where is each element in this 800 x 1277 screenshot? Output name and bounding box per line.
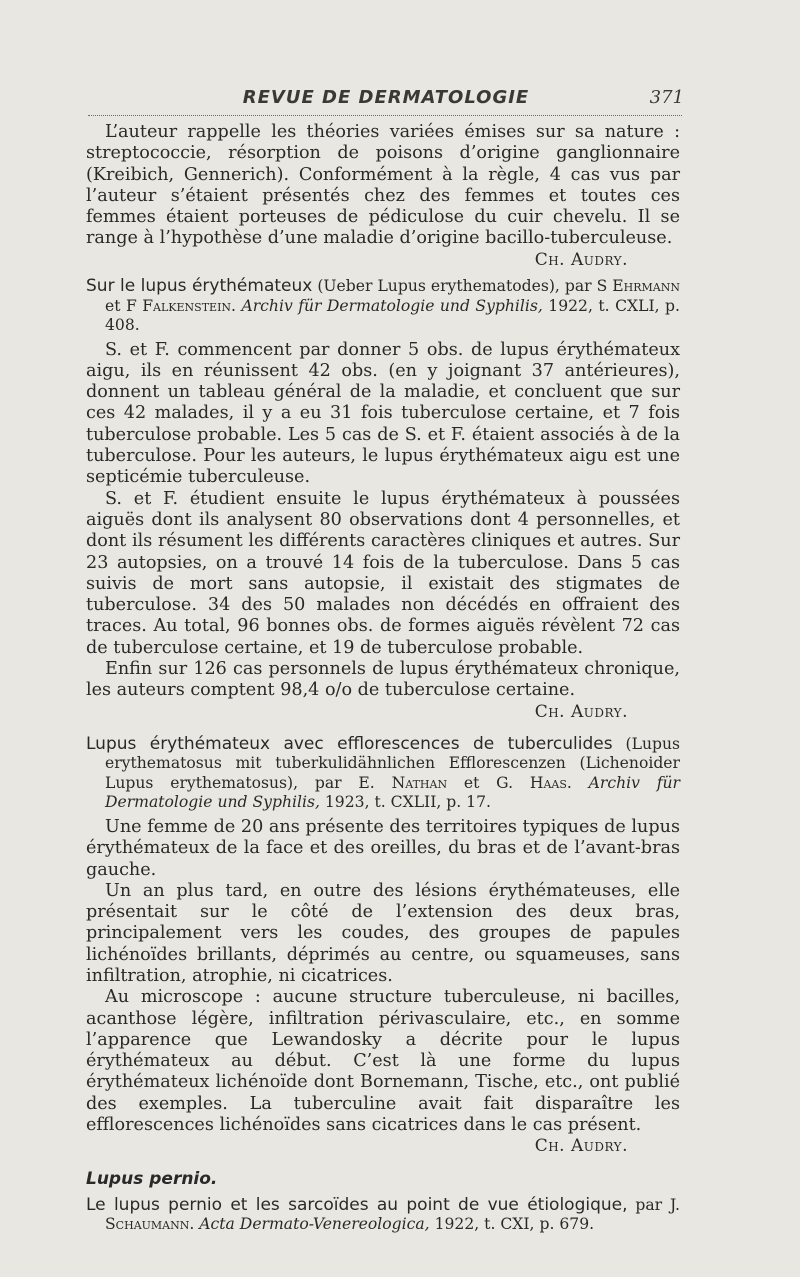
journal-name: Acta Dermato-Venereologica,: [199, 1215, 430, 1234]
page-number: 371: [649, 87, 684, 108]
article-heading: [86, 1196, 680, 1235]
conjunction: par: [635, 1195, 663, 1214]
author-name: Haas.: [529, 773, 572, 792]
article-heading: [86, 277, 680, 336]
header-rule: [88, 115, 682, 116]
author-name: Falkenstein.: [142, 296, 237, 315]
conjunction: et F: [105, 296, 137, 315]
article-heading: [86, 735, 680, 813]
paragraph: L’auteur rappelle les théories variées émises sur sa nature : streptococcie, résorption de poisons d’origine ganglionnaire (Kreibich, Gennerich). Conformément à la règle, 4 cas vus par l’auteur s’étaient présentés chez des femmes et toutes ces femmes étaient porteuses de pédiculose du cuir chevelu. Il se range à l’hypothèse d’une maladie d’origine bacillo-tuberculeuse.: [86, 122, 680, 249]
signature: Ch. Audry.: [534, 1136, 628, 1157]
citation-ref: 1923, t. CXLII, p. 17.: [324, 793, 491, 812]
author-name: Ehrmann: [612, 277, 680, 296]
running-head-title: REVUE DE DERMATOLOGIE: [242, 87, 530, 108]
paragraph: Une femme de 20 ans présente des territoires typiques de lupus érythémateux de la face et des oreilles, du bras et de l’avant-bras gauche.: [86, 816, 680, 880]
journal-name: Archiv für Dermatologie und Syphilis,: [105, 773, 681, 812]
author-name: J. Schaumann.: [105, 1195, 680, 1234]
article-title: Lupus érythémateux avec efflorescences de tuberculides: [86, 733, 613, 754]
paragraph: S. et F. étudient ensuite le lupus érythémateux à poussées aiguës dont ils analysent 80 observations dont 4 personnelles, et dont ils résument les différents caractères cliniques et autres. Sur 23 autopsies, on a trouvé 14 fois de la tuberculose. Dans 5 cas suivis de mort sans autopsie, il existait des stigmates de tuberculose. 34 des 50 malades non décédés en offraient des traces. Au total, 96 bonnes obs. de formes aiguës révèlent 72 cas de tuberculose certaine, et 19 de tuberculose probable.: [86, 488, 680, 658]
citation-ref: 1922, t. CXI, p. 679.: [434, 1215, 595, 1234]
conjunction: et G.: [463, 773, 514, 792]
author-name: Nathan: [391, 773, 448, 792]
paragraph: S. et F. commencent par donner 5 obs. de lupus érythémateux aigu, ils en réunissent 42 obs. (en y joignant 37 antérieures), donnent un tableau général de la maladie, et concluent que sur ces 42 malades, il y a eu 31 fois tuberculose certaine, et 7 fois tuberculose probable. Les 5 cas de S. et F. étaient associés à de la tuberculose. Pour les auteurs, le lupus érythémateux aigu est une septicémie tuberculeuse.: [86, 339, 680, 488]
running-head: [88, 87, 684, 113]
signature: Ch. Audry.: [534, 249, 628, 270]
original-title: (Lupus erythematosus mit tuberkulidähnlichen Efflorescenzen (Lichenoider Lupus erythematosus), par E.: [105, 734, 681, 792]
article-title: Sur le lupus érythémateux: [86, 276, 313, 297]
page-body: [86, 122, 680, 1235]
citation-ref: 1922, t. CXLI, p. 408.: [105, 296, 680, 335]
signature: Ch. Audry.: [534, 701, 628, 722]
paragraph: Enfin sur 126 cas personnels de lupus érythémateux chronique, les auteurs comptent 98,4 o/o de tuberculose certaine.: [86, 659, 680, 701]
paragraph: Au microscope : aucune structure tuberculeuse, ni bacilles, acanthose légère, infiltration périvasculaire, etc., en somme l’apparence que Lewandosky a décrite pour le lupus érythémateux au début. C’est là une forme du lupus érythémateux lichénoïde dont Bornemann, Tische, etc., ont publié des exemples. La tuberculine avait fait disparaître les efflorescences lichénoïdes sans cicatrices dans le cas présent.: [86, 987, 680, 1136]
original-title: (Ueber Lupus erythematodes), par S: [317, 277, 608, 296]
journal-name: Archiv für Dermatologie und Syphilis,: [241, 296, 543, 315]
section-heading: Lupus pernio.: [86, 1168, 218, 1189]
article-title: Le lupus pernio et les sarcoïdes au point de vue étiologique,: [86, 1194, 628, 1215]
paragraph: Un an plus tard, en outre des lésions érythémateuses, elle présentait sur le côté de l’extension des deux bras, principalement vers les coudes, des groupes de papules lichénoïdes brillants, déprimés au centre, ou squameuses, sans infiltration, atrophie, ni cicatrices.: [86, 880, 680, 986]
